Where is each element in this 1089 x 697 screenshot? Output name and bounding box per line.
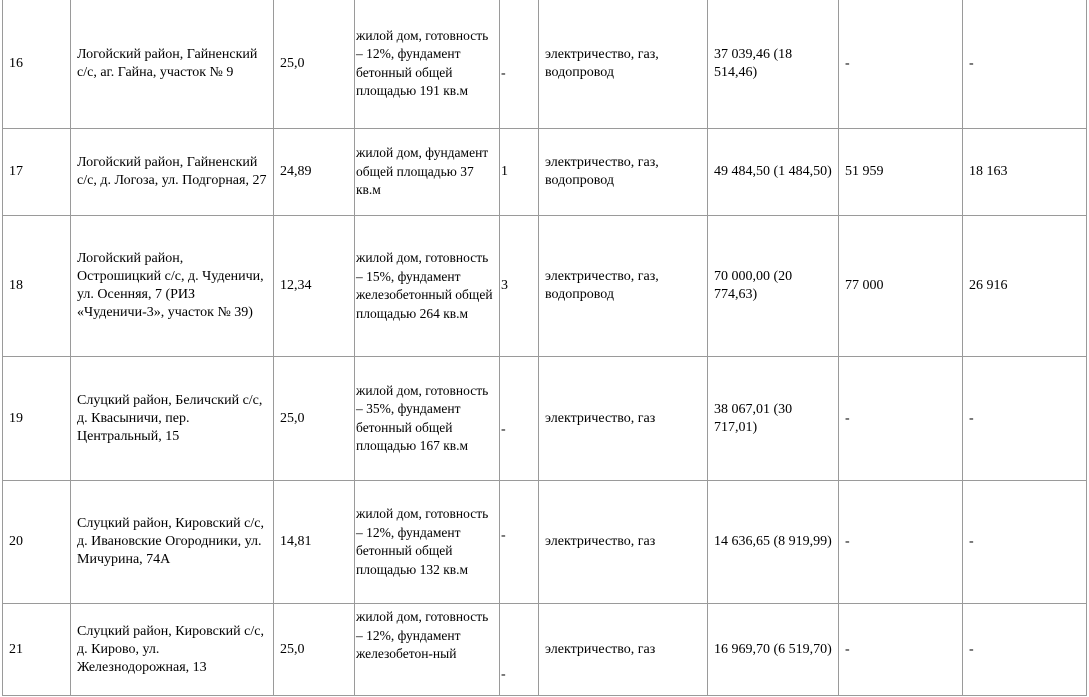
price-cell: 16 969,70 (6 519,70) — [708, 604, 839, 696]
count-cell: - — [500, 604, 539, 696]
count-cell: - — [500, 481, 539, 604]
property-table — [2, 0, 1087, 696]
value-cell: - — [839, 0, 963, 129]
area-cell: 25,0 — [274, 0, 355, 129]
count-cell: 1 — [500, 129, 539, 216]
value-cell: - — [839, 357, 963, 481]
location-cell: Логойский район, Острошицкий с/с, д. Чуденичи, ул. Осенняя, 7 (РИЗ «Чуденичи-3», участок № 39) — [71, 216, 274, 357]
object-cell: жилой дом, фундамент общей площадью 37 кв.м — [355, 129, 500, 216]
value-cell: - — [963, 357, 1087, 481]
utilities-cell: электричество, газ — [539, 604, 708, 696]
row-number: 21 — [3, 604, 71, 696]
area-cell: 14,81 — [274, 481, 355, 604]
count-cell: - — [500, 357, 539, 481]
row-number: 19 — [3, 357, 71, 481]
row-number: 18 — [3, 216, 71, 357]
utilities-cell: электричество, газ, водопровод — [539, 129, 708, 216]
count-cell: 3 — [500, 216, 539, 357]
location-cell: Логойский район, Гайненский с/с, д. Логоза, ул. Подгорная, 27 — [71, 129, 274, 216]
row-number: 17 — [3, 129, 71, 216]
count-cell: - — [500, 0, 539, 129]
price-cell: 14 636,65 (8 919,99) — [708, 481, 839, 604]
value-cell: 51 959 — [839, 129, 963, 216]
value-cell: - — [963, 604, 1087, 696]
location-cell: Слуцкий район, Беличский с/с, д. Квасыничи, пер. Центральный, 15 — [71, 357, 274, 481]
value-cell: - — [839, 481, 963, 604]
object-cell: жилой дом, готовность – 15%, фундамент железобетонный общей площадью 264 кв.м — [355, 216, 500, 357]
location-cell: Слуцкий район, Кировский с/с, д. Ивановские Огородники, ул. Мичурина, 74А — [71, 481, 274, 604]
area-cell: 12,34 — [274, 216, 355, 357]
value-cell: 77 000 — [839, 216, 963, 357]
value-cell: - — [963, 481, 1087, 604]
location-cell: Логойский район, Гайненский с/с, аг. Гайна, участок № 9 — [71, 0, 274, 129]
area-cell: 25,0 — [274, 357, 355, 481]
row-number: 20 — [3, 481, 71, 604]
utilities-cell: электричество, газ — [539, 481, 708, 604]
object-cell: жилой дом, готовность – 12%, фундамент бетонный общей площадью 132 кв.м — [355, 481, 500, 604]
table-row — [3, 604, 1087, 696]
utilities-cell: электричество, газ, водопровод — [539, 216, 708, 357]
value-cell: - — [839, 604, 963, 696]
table-row — [3, 0, 1087, 129]
table-row — [3, 216, 1087, 357]
price-cell: 37 039,46 (18 514,46) — [708, 0, 839, 129]
value-cell: 18 163 — [963, 129, 1087, 216]
area-cell: 24,89 — [274, 129, 355, 216]
value-cell: 26 916 — [963, 216, 1087, 357]
price-cell: 38 067,01 (30 717,01) — [708, 357, 839, 481]
value-cell: - — [963, 0, 1087, 129]
price-cell: 49 484,50 (1 484,50) — [708, 129, 839, 216]
location-cell: Слуцкий район, Кировский с/с, д. Кирово, ул. Железнодорожная, 13 — [71, 604, 274, 696]
area-cell: 25,0 — [274, 604, 355, 696]
table-row — [3, 357, 1087, 481]
price-cell: 70 000,00 (20 774,63) — [708, 216, 839, 357]
object-cell: жилой дом, готовность – 35%, фундамент бетонный общей площадью 167 кв.м — [355, 357, 500, 481]
row-number: 16 — [3, 0, 71, 129]
utilities-cell: электричество, газ, водопровод — [539, 0, 708, 129]
utilities-cell: электричество, газ — [539, 357, 708, 481]
table-row — [3, 129, 1087, 216]
object-cell: жилой дом, готовность – 12%, фундамент бетонный общей площадью 191 кв.м — [355, 0, 500, 129]
table-row — [3, 481, 1087, 604]
object-cell: жилой дом, готовность – 12%, фундамент железобетон-ный — [355, 604, 500, 696]
